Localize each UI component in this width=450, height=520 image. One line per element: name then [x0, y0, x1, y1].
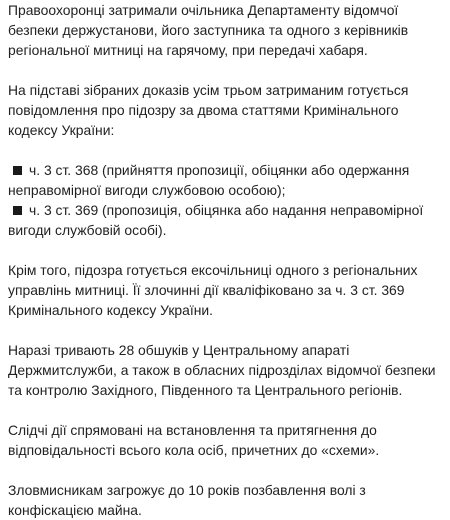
bullet-item [8, 200, 444, 240]
paragraph-searches: Наразі тривають 28 обшуків у Центральному апараті Держмитслужби, а також в обласних підрозділах відомчої безпеки та контролю Західного, Південного та Центрального регіонів. [8, 342, 436, 398]
paragraph-penalty: Зловмисникам загрожує до 10 років позбавлення волі з конфіскацією майна. [8, 482, 366, 518]
paragraph-investigation: Слідчі дії спрямовані на встановлення та притягнення до відповідальності всього кола осіб, причетних до «схеми». [8, 422, 380, 458]
paragraph-suspicion: На підставі зібраних доказів усім трьом затриманим готується повідомлення про підозру за двома статтями Кримінального кодексу України: [8, 82, 409, 138]
paragraph-additional-suspect: Крім того, підозра готується ексочільниці одного з регіональних управлінь митниці. Її злочинні дії кваліфіковано за ч. 3 ст. 369 Кримінального кодексу України. [8, 262, 418, 318]
bullet-text: ч. 3 ст. 369 (пропозиція, обіцянка або надання неправомірної вигоди службовій особі). [8, 202, 424, 238]
bullet-list [8, 160, 444, 240]
black-square-icon [13, 206, 22, 215]
paragraph-detention: Правоохоронці затримали очільника Департаменту відомчої безпеки держустанови, його заступника та одного з керівників регіональної митниці на гарячому, при передачі хабаря. [8, 2, 409, 58]
message-body [8, 0, 444, 520]
bullet-item [8, 160, 444, 200]
bullet-text: ч. 3 ст. 368 (прийняття пропозиції, обіцянки або одержання неправомірної вигоди службовою особою); [8, 162, 410, 198]
black-square-icon [13, 166, 22, 175]
